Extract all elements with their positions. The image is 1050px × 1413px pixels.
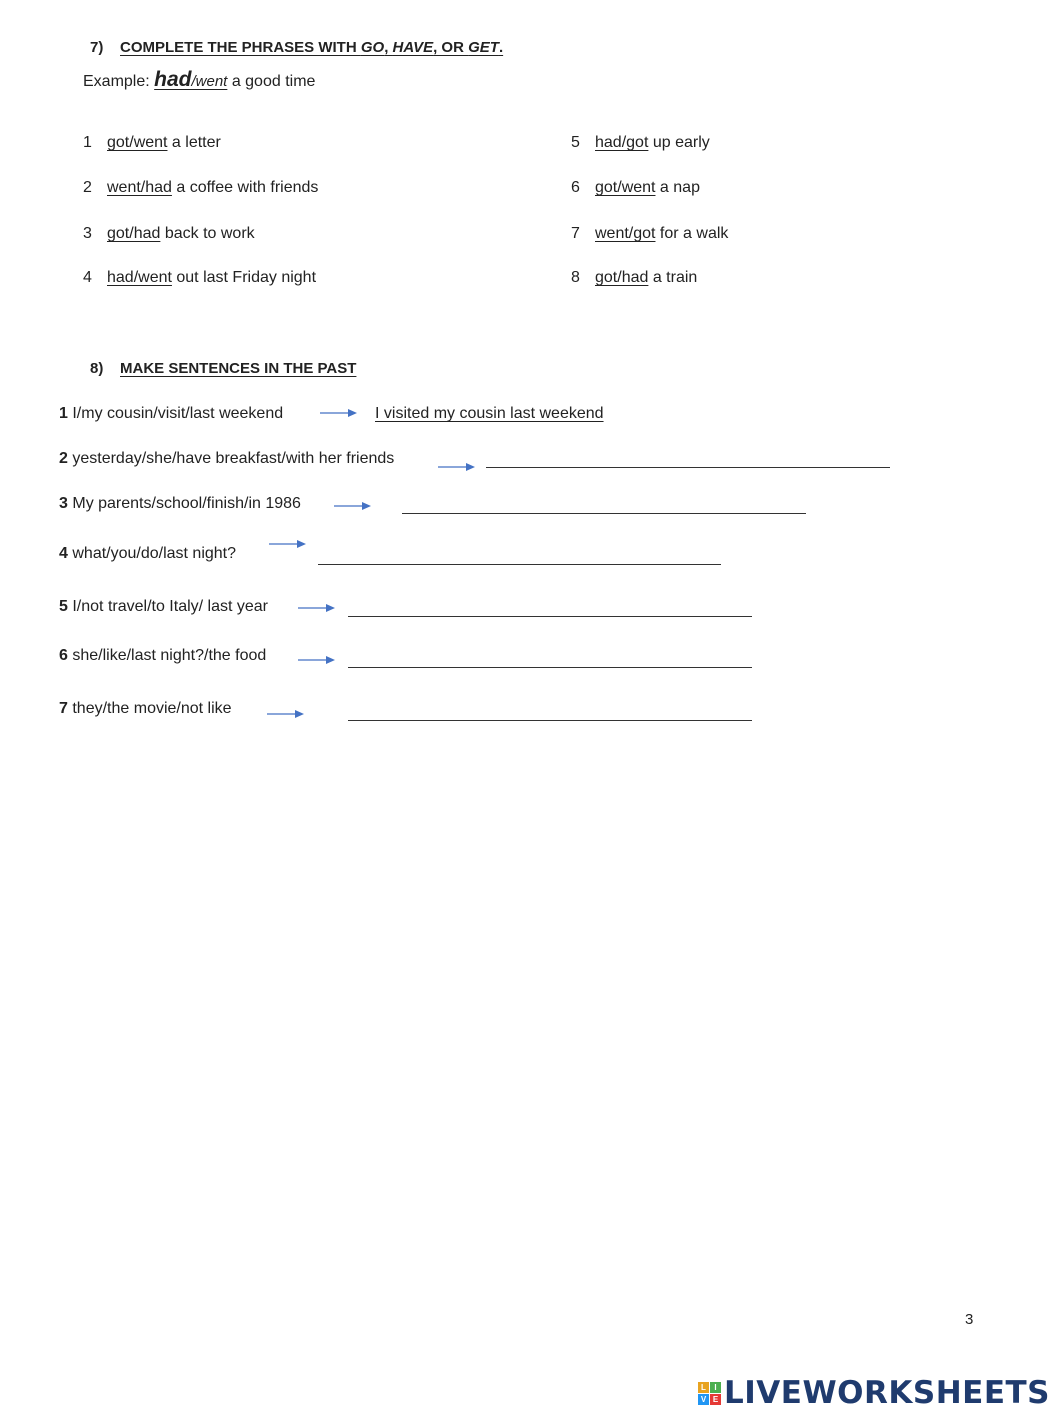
sentence-prompt-text: she/like/last night?/the food xyxy=(72,647,267,664)
sentence-prompt xyxy=(59,545,236,563)
arrow-icon xyxy=(333,500,373,512)
arrow-icon xyxy=(319,407,359,419)
example-label: Example: xyxy=(83,73,150,90)
sentence-number: 6 xyxy=(59,647,68,664)
phrase-rest: for a walk xyxy=(655,225,729,242)
sentence-number: 1 xyxy=(59,405,68,422)
sentence-prompt xyxy=(59,495,301,513)
answer-line[interactable] xyxy=(486,467,890,468)
example-answer-sentence: I visited my cousin last weekend xyxy=(375,405,604,422)
sentence-number: 7 xyxy=(59,700,68,717)
phrase-rest: a nap xyxy=(655,179,700,196)
section-8-heading xyxy=(90,360,356,377)
logo-grid-icon xyxy=(698,1382,721,1405)
section-7-title-get: GET xyxy=(468,39,499,56)
phrase-item xyxy=(83,134,221,152)
phrase-item xyxy=(83,225,255,243)
arrow-icon xyxy=(268,538,308,550)
phrase-options[interactable]: had/got xyxy=(595,134,649,151)
sentence-number: 3 xyxy=(59,495,68,512)
phrase-rest: a train xyxy=(648,269,698,286)
section-7-heading xyxy=(90,39,503,56)
phrase-options[interactable]: got/went xyxy=(107,134,168,151)
section-8-number: 8) xyxy=(90,360,104,377)
section-7-title-sep2: , OR xyxy=(433,39,469,56)
sentence-prompt xyxy=(59,598,268,616)
phrase-rest: back to work xyxy=(160,225,255,242)
phrase-number: 4 xyxy=(83,269,92,286)
answer-line[interactable] xyxy=(348,616,752,617)
arrow-icon xyxy=(437,461,477,473)
phrase-number: 1 xyxy=(83,134,92,151)
phrase-options[interactable]: got/had xyxy=(107,225,161,242)
sentence-number: 4 xyxy=(59,545,68,562)
phrase-number: 5 xyxy=(571,134,580,151)
liveworksheets-logo[interactable] xyxy=(698,1375,1050,1411)
sentence-prompt xyxy=(59,700,232,718)
phrase-rest: up early xyxy=(648,134,710,151)
example-alt: /went xyxy=(191,73,228,90)
section-7-title-go: GO xyxy=(360,39,385,56)
phrase-number: 7 xyxy=(571,225,580,242)
logo-text: LIVEWORKSHEETS xyxy=(724,1375,1050,1411)
answer-line[interactable] xyxy=(348,720,752,721)
phrase-item xyxy=(571,134,710,152)
example-answer: had xyxy=(154,68,192,91)
logo-letter: L xyxy=(698,1382,709,1393)
example-rest: a good time xyxy=(231,73,316,90)
phrase-item xyxy=(83,269,316,287)
phrase-options[interactable]: had/went xyxy=(107,269,172,286)
phrase-number: 2 xyxy=(83,179,92,196)
sentence-prompt xyxy=(59,405,283,423)
answer-line[interactable] xyxy=(402,513,806,514)
section-7-title-prefix: COMPLETE THE PHRASES WITH xyxy=(120,39,361,56)
phrase-item xyxy=(83,179,318,197)
phrase-number: 6 xyxy=(571,179,580,196)
sentence-number: 5 xyxy=(59,598,68,615)
sentence-prompt-text: what/you/do/last night? xyxy=(72,545,237,562)
sentence-prompt-text: yesterday/she/have breakfast/with her friends xyxy=(72,450,395,467)
page-number: 3 xyxy=(965,1311,974,1328)
example-line xyxy=(83,68,315,92)
section-7-title-have: HAVE xyxy=(392,39,434,56)
answer-line[interactable] xyxy=(318,564,721,565)
phrase-number: 3 xyxy=(83,225,92,242)
sentence-prompt xyxy=(59,450,394,468)
sentence-prompt-text: My parents/school/finish/in 1986 xyxy=(72,495,301,512)
sentence-prompt-text: they/the movie/not like xyxy=(72,700,232,717)
phrase-rest: a coffee with friends xyxy=(171,179,319,196)
sentence-prompt-text: I/my cousin/visit/last weekend xyxy=(72,405,284,422)
phrase-number: 8 xyxy=(571,269,580,286)
arrow-icon xyxy=(297,602,337,614)
phrase-item xyxy=(571,269,697,287)
phrase-rest: out last Friday night xyxy=(171,269,317,286)
section-8-title: MAKE SENTENCES IN THE PAST xyxy=(120,360,357,377)
phrase-options[interactable]: went/had xyxy=(107,179,172,196)
arrow-icon xyxy=(297,654,337,666)
phrase-options[interactable]: got/had xyxy=(595,269,649,286)
section-7-title-end: . xyxy=(498,39,504,56)
section-7-number: 7) xyxy=(90,39,104,56)
sentence-number: 2 xyxy=(59,450,68,467)
phrase-item xyxy=(571,179,700,197)
phrase-options[interactable]: got/went xyxy=(595,179,656,196)
logo-letter: E xyxy=(710,1394,721,1405)
logo-letter: V xyxy=(698,1394,709,1405)
sentence-prompt xyxy=(59,647,266,665)
section-7-title-sep1: , xyxy=(384,39,393,56)
answer-line[interactable] xyxy=(348,667,752,668)
arrow-icon xyxy=(266,708,306,720)
phrase-options[interactable]: went/got xyxy=(595,225,656,242)
sentence-prompt-text: I/not travel/to Italy/ last year xyxy=(72,598,268,615)
phrase-item xyxy=(571,225,728,243)
phrase-rest: a letter xyxy=(167,134,221,151)
example-answer-group xyxy=(154,68,228,91)
logo-letter: I xyxy=(710,1382,721,1393)
